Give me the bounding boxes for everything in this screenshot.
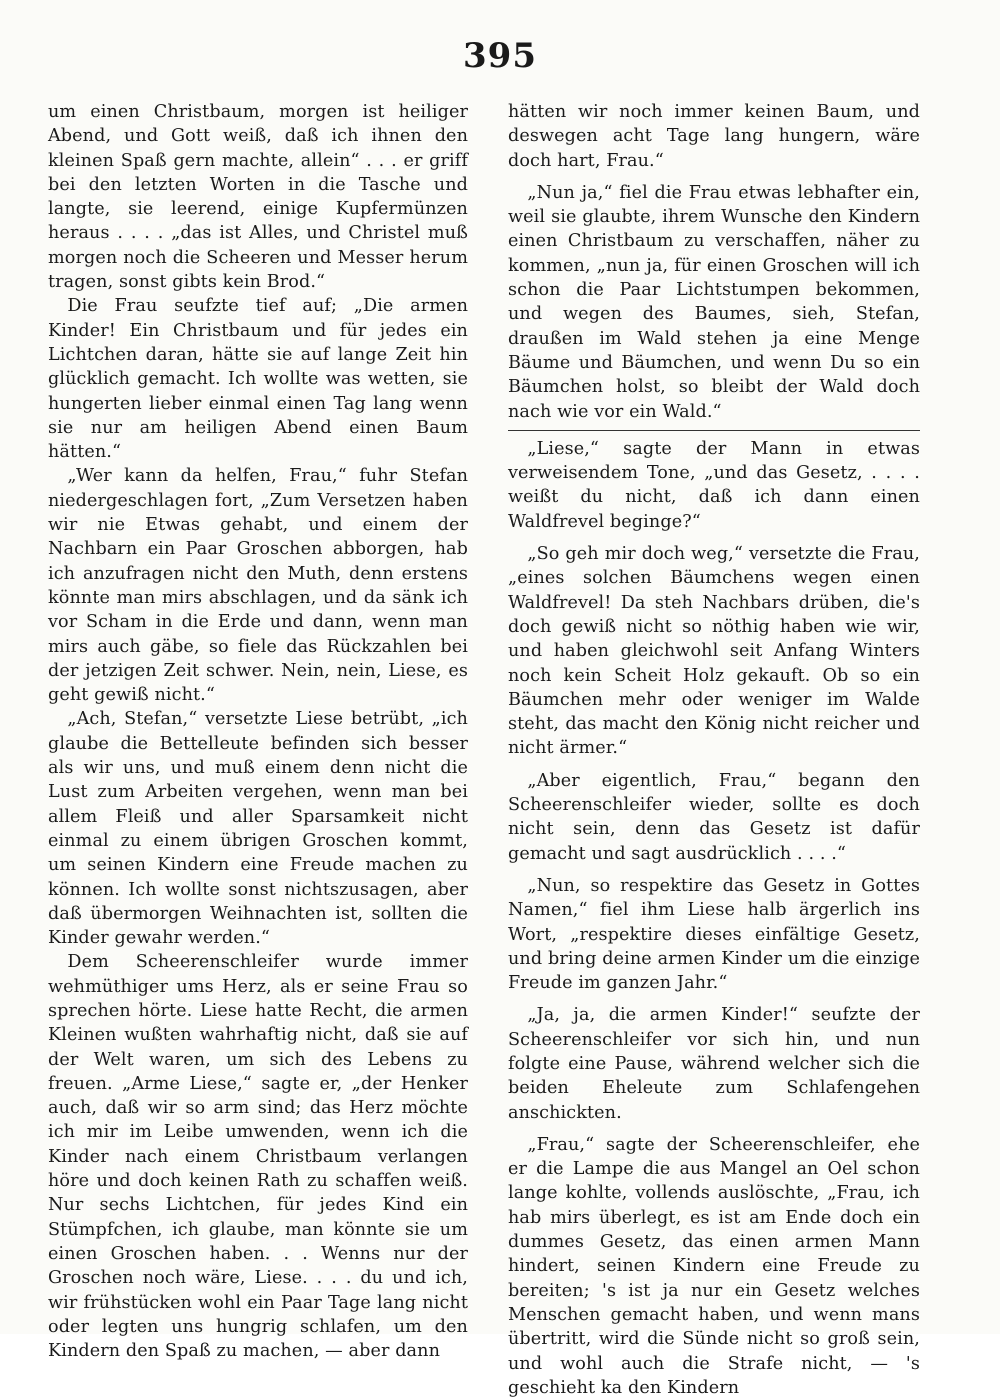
section-divider [508,430,920,431]
paragraph: Die Frau seufzte tief auf; „Die armen Kinder! Ein Christbaum und für jedes ein Lichtchen daran, hätte sie auf lange Zeit hin glücklich gemacht. Ich wollte was wetten, sie hungerten lieber einmal einen Tag lang wenn sie nur am heiligen Abend einen Baum hätten.“ [48,296,468,463]
page-number: 395 [463,36,537,76]
paragraph: „Nun, so respektire das Gesetz in Gottes Namen,“ fiel ihm Liese halb ärgerlich ins Wort, „respektire dieses einfältige Gesetz, und bring deine armen Kinder um die einzige Freude im ganzen Jahr.“ [508,875,920,994]
paragraph: „Aber eigentlich, Frau,“ begann den Scheerenschleifer wieder, sollte es doch nicht sein, denn das Gesetz ist dafür gemacht und sagt ausdrücklich . . . .“ [508,770,920,864]
paragraph: Dem Scheerenschleifer wurde immer wehmüthiger ums Herz, als er seine Frau so sprechen hörte. Liese hatte Recht, die armen Kleinen wußten wahrhaftig nicht, daß sie auf der Welt waren, um sich des Lebens zu freuen. „Arme Liese,“ sagte er, „der Henker auch, daß wir so arm sind; das Herz möchte ich mir im Leibe umwenden, wenn ich die Kinder nach einem Christbaum verlangen höre und doch keinen Rath zu schaffen weiß. Nur sechs Lichtchen, für jedes Kind ein Stümpfchen, ich glaube, man könnte sie um einen Groschen haben. . . Wenns nur der Groschen noch wäre, Liese. . . . du und ich, wir frühstücken wohl ein Paar Tage lang nicht oder legten uns hungrig schlafen, um den Kindern den Spaß zu machen, — aber dann [48,952,468,1362]
paragraph: „Ach, Stefan,“ versetzte Liese betrübt, „ich glaube die Bettelleute befinden sich besser als wir uns, und muß einem denn nicht die Lust zum Arbeiten vergehen, wenn man bei allem Fleiß und aller Sparsamkeit nicht einmal zu einem übrigen Groschen kommt, um seinen Kindern eine Freude machen zu können. Ich wollte sonst nichtszusagen, aber daß übermorgen Weihnachten ist, sollten die Kinder gewahr werden.“ [48,709,468,949]
left-column [48,100,468,1363]
paragraph: „Liese,“ sagte der Mann in etwas verweisendem Tone, „und das Gesetz, . . . . weißt du nicht, daß ich dann einen Waldfrevel beginge?“ [508,438,920,532]
paragraph: „Ja, ja, die armen Kinder!“ seufzte der Scheerenschleifer vor sich hin, und nun folgte eine Pause, während welcher sich die beiden Eheleute zum Schlafengehen anschickten. [508,1005,920,1123]
paragraph: „Nun ja,“ fiel die Frau etwas lebhafter ein, weil sie glaubte, ihrem Wunsche den Kindern einen Christbaum zu verschaffen, näher zu kommen, „nun ja, für einen Groschen will ich schon die Paar Lichtstumpen bekommen, und wegen des Baumes, sieh, Stefan, draußen im Wald stehen ja eine Menge Bäume und Bäumchen, und wenn Du so ein Bäumchen holst, so bleibt der Wald doch nach wie vor ein Wald.“ [508,182,920,422]
right-column [508,100,920,1400]
paragraph: „Frau,“ sagte der Scheerenschleifer, ehe er die Lampe die aus Mangel an Oel schon lange kohlte, vollends auslöschte, „Frau, ich hab mirs überlegt, es ist am Ende doch ein dummes Gesetz, das einen armen Mann hindert, seinen Kindern eine Freude zu bereiten; 's ist ja nur ein Gesetz welches Menschen gemacht haben, und wenn mans übertritt, wird die Sünde nicht so groß sein, und wohl auch die Strafe nicht, — 's geschieht ka den Kindern [508,1134,920,1398]
paragraph: „So geh mir doch weg,“ versetzte die Frau, „eines solchen Bäumchens wegen einen Waldfrevel! Da steh Nachbars drüben, die's doch gewiß nicht so nöthig haben wie wir, und haben gleichwohl seit Anfang Winters noch kein Scheit Holz gekauft. Ob so ein Bäumchen mehr oder weniger im Walde steht, das macht den König nicht reicher und nicht ärmer.“ [508,544,920,759]
paragraph: hätten wir noch immer keinen Baum, und deswegen acht Tage lang hungern, wäre doch hart, Frau.“ [508,102,920,171]
paragraph: um einen Christbaum, morgen ist heiliger Abend, und Gott weiß, daß ich ihnen den kleinen Spaß gern machte, allein“ . . . er griff bei den letzten Worten in die Tasche und langte, sie leerend, einige Kupfermünzen heraus . . . . „das ist Alles, und Christel muß morgen noch die Scheeren und Messer herum tragen, sonst gibts kein Brod.“ [48,102,468,293]
paragraph: „Wer kann da helfen, Frau,“ fuhr Stefan niedergeschlagen fort, „Zum Versetzen haben wir nie Etwas gehabt, und einem der Nachbarn ein Paar Groschen abborgen, hab ich anzufragen nicht den Muth, denn erstens könnte man mirs abschlagen, und da sänk ich vor Scham in die Erde und dann, wenn man mirs auch gäbe, so fiele das Rückzahlen bei der jetzigen Zeit schwer. Nein, nein, Liese, es geht gewiß nicht.“ [48,466,468,706]
